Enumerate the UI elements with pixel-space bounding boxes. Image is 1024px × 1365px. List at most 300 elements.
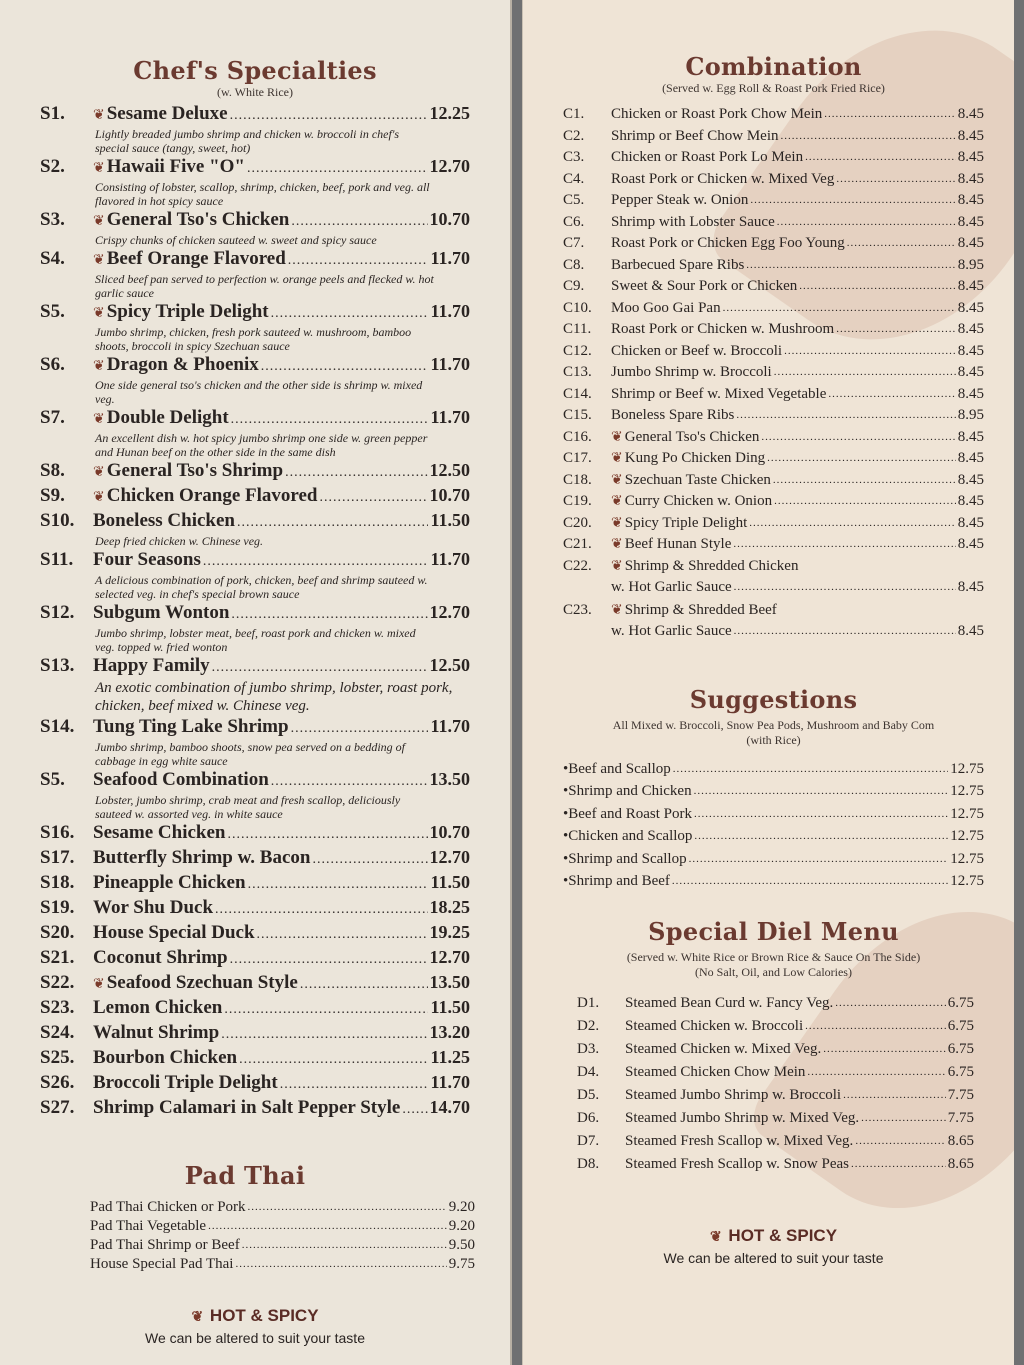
combination-item xyxy=(563,448,984,470)
combination-item xyxy=(563,276,984,298)
item-price: 8.45 xyxy=(957,471,984,488)
item-name: Pad Thai Chicken or Pork xyxy=(90,1199,246,1215)
item-name-wrap xyxy=(611,341,782,363)
item-price: 6.75 xyxy=(947,1040,974,1057)
dot-leader xyxy=(823,1038,946,1061)
pepper-icon: ❦ xyxy=(93,253,105,268)
dot-leader xyxy=(248,1198,447,1217)
item-name: Roast Pork or Chicken w. Mixed Veg xyxy=(611,170,835,187)
item-price: 12.75 xyxy=(950,873,984,889)
item-description: Consisting of lobster, scallop, shrimp, chicken, beef, pork and veg. all flavored in hot spicy sauce xyxy=(95,180,430,208)
dot-leader xyxy=(261,356,429,378)
item-name-continued: w. Hot Garlic Sauce xyxy=(611,579,732,595)
menu-item xyxy=(40,871,470,896)
item-name-wrap xyxy=(611,600,777,622)
dot-leader xyxy=(300,974,428,996)
item-name: Steamed Jumbo Shrimp w. Mixed Veg. xyxy=(625,1109,860,1126)
item-name-wrap xyxy=(611,556,798,578)
pepper-icon: ❦ xyxy=(93,214,105,229)
item-code: D3. xyxy=(577,1040,600,1057)
item-name: Double Delight xyxy=(106,407,229,428)
dot-leader xyxy=(288,250,429,272)
chefs-specialties-title: Chef's Specialties xyxy=(133,56,377,85)
suggestion-item xyxy=(563,780,984,803)
item-code: C18. xyxy=(563,471,592,488)
item-name: Shrimp with Lobster Sauce xyxy=(611,213,775,230)
dot-leader xyxy=(291,211,427,233)
item-name: Seafood Szechuan Style xyxy=(106,972,298,993)
menu-item-row xyxy=(40,1046,470,1071)
item-code: C11. xyxy=(563,321,592,337)
item-price: 8.45 xyxy=(957,514,984,531)
item-name: Seafood Combination xyxy=(93,769,269,790)
item-code: C10. xyxy=(563,299,592,316)
item-name: Boneless Spare Ribs xyxy=(611,407,735,423)
item-price: 8.45 xyxy=(957,149,984,165)
item-name-wrap xyxy=(611,255,744,277)
item-code: C1. xyxy=(563,106,585,122)
item-name: Roast Pork or Chicken w. Mushroom xyxy=(611,321,835,337)
item-name: Beef and Scallop xyxy=(568,760,671,777)
menu-item-row xyxy=(40,509,470,534)
dot-leader xyxy=(208,1217,447,1236)
item-name: Chicken Orange Flavored xyxy=(106,485,318,506)
combination-item xyxy=(563,233,984,255)
item-name: Steamed Chicken w. Mixed Veg. xyxy=(625,1040,822,1057)
combination-item xyxy=(563,190,984,212)
combination-item xyxy=(563,384,984,406)
item-price: 18.25 xyxy=(429,897,470,917)
item-code: S16. xyxy=(40,822,75,843)
menu-item xyxy=(40,896,470,921)
item-code: S21. xyxy=(40,947,75,968)
item-name: Four Seasons xyxy=(93,549,201,570)
item-code: C17. xyxy=(563,450,592,466)
combination-item xyxy=(563,470,984,492)
item-price: 11.70 xyxy=(430,549,470,569)
item-description: An exotic combination of jumbo shrimp, lobster, roast pork, chicken, beef mixed w. Chinese veg. xyxy=(95,680,453,714)
item-price: 8.45 xyxy=(957,278,984,294)
dot-leader xyxy=(694,803,948,826)
menu-item-row xyxy=(40,155,470,180)
item-price: 6.75 xyxy=(947,1017,974,1034)
dot-leader xyxy=(242,1236,447,1255)
item-price: 8.65 xyxy=(947,1155,974,1172)
dot-leader xyxy=(733,534,955,556)
item-name: Steamed Bean Curd w. Fancy Veg. xyxy=(625,994,834,1011)
dot-leader xyxy=(230,105,428,127)
menu-item-row xyxy=(40,353,470,378)
menu-item xyxy=(40,484,470,509)
item-price: 10.70 xyxy=(429,209,470,229)
pepper-icon: ❦ xyxy=(709,1227,722,1244)
item-name: Lemon Chicken xyxy=(93,997,223,1018)
dot-leader xyxy=(843,1084,946,1107)
bullet-icon: • xyxy=(563,805,569,822)
item-code: C20. xyxy=(563,514,592,531)
dot-leader xyxy=(231,409,429,431)
diet-item xyxy=(577,1153,974,1176)
pepper-icon: ❦ xyxy=(93,108,105,123)
combination-item xyxy=(563,491,984,513)
item-code: C8. xyxy=(563,256,585,273)
item-name: Shrimp & Shredded Chicken xyxy=(624,557,799,574)
item-price: 8.45 xyxy=(957,106,984,122)
item-price: 12.25 xyxy=(429,103,470,123)
item-price: 11.50 xyxy=(430,510,470,530)
dot-leader xyxy=(828,384,955,406)
special-diet-subtitle-2: (No Salt, Oil, and Low Calories) xyxy=(695,964,852,979)
item-code: S18. xyxy=(40,872,75,893)
item-name: Wor Shu Duck xyxy=(93,897,214,918)
chefs-specialties-list xyxy=(40,102,470,1121)
item-price: 8.45 xyxy=(957,321,984,337)
item-name: Spicy Triple Delight xyxy=(106,301,269,322)
dot-leader xyxy=(271,303,429,325)
item-price: 11.70 xyxy=(430,354,470,374)
combination-item-continued xyxy=(563,577,984,599)
dot-leader xyxy=(807,1061,945,1084)
item-price: 12.70 xyxy=(429,847,470,867)
bullet-icon: • xyxy=(563,760,569,777)
combination-item xyxy=(563,405,984,427)
menu-item xyxy=(40,155,470,208)
dot-leader xyxy=(673,758,949,781)
dot-leader xyxy=(774,362,956,384)
menu-item-row xyxy=(40,821,470,846)
combination-item xyxy=(563,104,984,126)
pepper-icon: ❦ xyxy=(611,558,623,574)
item-code: D6. xyxy=(577,1109,600,1126)
item-name-wrap xyxy=(611,276,797,298)
combination-subtitle: (Served w. Egg Roll & Roast Pork Fried Rice) xyxy=(662,81,885,95)
chefs-specialties-subtitle: (w. White Rice) xyxy=(217,85,293,99)
item-code: S24. xyxy=(40,1022,75,1043)
dot-leader xyxy=(285,462,427,484)
suggestion-item xyxy=(563,803,984,826)
item-name: Beef Orange Flavored xyxy=(106,248,286,269)
item-price: 9.50 xyxy=(448,1237,475,1253)
item-price: 11.70 xyxy=(430,301,470,321)
pepper-icon: ❦ xyxy=(611,515,623,531)
menu-item-row xyxy=(40,548,470,573)
item-code: C6. xyxy=(563,213,585,230)
item-price: 8.45 xyxy=(957,235,984,251)
item-name-wrap xyxy=(611,513,747,535)
item-code: S13. xyxy=(40,655,75,676)
dot-leader xyxy=(773,470,956,492)
pepper-icon: ❦ xyxy=(93,977,105,992)
dot-leader xyxy=(224,999,428,1021)
item-price: 8.45 xyxy=(957,450,984,466)
menu-item xyxy=(40,654,470,715)
menu-item xyxy=(40,946,470,971)
dot-leader xyxy=(861,1107,946,1130)
item-name: General Tso's Chicken xyxy=(624,428,760,445)
item-price: 12.50 xyxy=(429,460,470,480)
combination-item xyxy=(563,427,984,449)
dot-leader xyxy=(734,621,956,643)
item-price: 8.95 xyxy=(957,407,984,423)
diet-item xyxy=(577,1015,974,1038)
menu-item xyxy=(40,548,470,601)
item-name-continued: w. Hot Garlic Sauce xyxy=(611,623,732,639)
item-price: 6.75 xyxy=(947,994,974,1011)
combination-item-continued xyxy=(563,621,984,643)
item-price: 8.45 xyxy=(957,493,984,509)
item-code: S25. xyxy=(40,1047,75,1068)
suggestion-item xyxy=(563,825,984,848)
dot-leader xyxy=(835,992,945,1015)
item-code: D8. xyxy=(577,1155,600,1172)
menu-item-row xyxy=(40,459,470,484)
item-name: Happy Family xyxy=(93,655,210,676)
item-code: S26. xyxy=(40,1072,75,1093)
item-name: Chicken and Scallop xyxy=(568,828,693,844)
item-description: Lobster, jumbo shrimp, crab meat and fresh scallop, deliciously sauteed w. assorted veg. in white sauce xyxy=(95,793,401,821)
dot-leader xyxy=(291,718,429,740)
menu-item-row xyxy=(40,715,470,740)
menu-item-row xyxy=(40,1096,470,1121)
item-code: C5. xyxy=(563,192,585,208)
combination-item xyxy=(563,212,984,234)
item-price: 12.70 xyxy=(429,947,470,967)
item-name: Chicken or Beef w. Broccoli xyxy=(611,342,783,359)
combination-item xyxy=(563,341,984,363)
item-name-wrap xyxy=(611,405,734,427)
item-code: C12. xyxy=(563,342,592,359)
item-name: Spicy Triple Delight xyxy=(624,514,748,531)
item-name: Hawaii Five "O" xyxy=(106,156,245,177)
item-name: Coconut Shrimp xyxy=(93,947,228,968)
dot-leader xyxy=(235,1255,446,1274)
menu-item xyxy=(40,996,470,1021)
item-price: 13.50 xyxy=(429,972,470,992)
dot-leader xyxy=(237,512,428,534)
item-name: Shrimp or Beef w. Mixed Vegetable xyxy=(611,385,827,402)
item-price: 8.65 xyxy=(947,1132,974,1149)
item-name: Pepper Steak w. Onion xyxy=(611,192,749,208)
item-code: S3. xyxy=(40,209,65,230)
menu-item xyxy=(40,102,470,155)
dot-leader xyxy=(672,870,948,893)
item-description: Jumbo shrimp, bamboo shoots, snow pea served on a bedding of cabbage in egg white sauce xyxy=(95,740,405,768)
combination-item xyxy=(563,600,984,622)
diet-item xyxy=(577,1130,974,1153)
item-name: Beef and Roast Pork xyxy=(568,805,692,822)
item-price: 10.70 xyxy=(429,485,470,505)
menu-item xyxy=(40,1046,470,1071)
dot-leader xyxy=(689,848,949,871)
menu-item xyxy=(40,459,470,484)
item-name: Butterfly Shrimp w. Bacon xyxy=(93,847,311,868)
menu-item-row xyxy=(40,102,470,127)
item-code: S7. xyxy=(40,407,65,428)
bullet-icon: • xyxy=(563,873,569,889)
item-name: Shrimp and Scallop xyxy=(568,850,687,867)
combination-item xyxy=(563,534,984,556)
item-name: House Special Duck xyxy=(93,922,255,943)
item-name-wrap xyxy=(611,427,759,449)
dot-leader xyxy=(805,1015,946,1038)
menu-item-row xyxy=(40,846,470,871)
diet-item xyxy=(577,1061,974,1084)
item-name-wrap xyxy=(611,126,778,148)
item-name-wrap xyxy=(611,384,826,406)
menu-item xyxy=(40,300,470,353)
left-footer xyxy=(40,1306,470,1346)
pad-thai-item xyxy=(90,1198,475,1217)
combination-item xyxy=(563,362,984,384)
item-code: S1. xyxy=(40,103,65,124)
item-description: Sliced beef pan served to perfection w. orange peels and flecked w. hot garlic sauce xyxy=(95,272,434,300)
menu-item xyxy=(40,247,470,300)
item-price: 13.50 xyxy=(429,769,470,789)
combination-item xyxy=(563,556,984,578)
item-code: S5. xyxy=(40,769,65,790)
pepper-icon: ❦ xyxy=(611,451,623,466)
diet-item xyxy=(577,1084,974,1107)
item-price: 8.45 xyxy=(957,385,984,402)
bullet-icon: • xyxy=(563,783,569,799)
item-name-wrap xyxy=(611,190,748,212)
item-code: S20. xyxy=(40,922,75,943)
item-code: S19. xyxy=(40,897,75,918)
item-name-wrap xyxy=(611,362,772,384)
dot-leader xyxy=(777,212,956,234)
menu-item xyxy=(40,768,470,821)
item-name-wrap xyxy=(611,534,731,556)
item-name-wrap xyxy=(611,448,765,470)
menu-item xyxy=(40,1071,470,1096)
item-code: C4. xyxy=(563,170,585,187)
item-name: Jumbo Shrimp w. Broccoli xyxy=(611,364,772,380)
pad-thai-item xyxy=(90,1255,475,1274)
menu-item-row xyxy=(40,654,470,679)
item-name: Boneless Chicken xyxy=(93,510,235,531)
dot-leader xyxy=(847,233,956,255)
item-name: Shrimp Calamari in Salt Pepper Style xyxy=(93,1097,401,1118)
item-name-wrap xyxy=(611,491,772,513)
item-code: S9. xyxy=(40,485,65,506)
item-name-wrap xyxy=(611,298,721,320)
item-name-wrap xyxy=(611,233,845,255)
item-code: C23. xyxy=(563,601,592,618)
item-price: 12.75 xyxy=(950,850,984,867)
dot-leader xyxy=(203,551,429,573)
dot-leader xyxy=(694,780,949,803)
menu-item-row xyxy=(40,1021,470,1046)
menu-item-row xyxy=(40,996,470,1021)
dot-leader xyxy=(248,874,429,896)
dot-leader xyxy=(212,657,428,679)
item-code: C16. xyxy=(563,428,592,445)
dot-leader xyxy=(271,771,428,793)
item-price: 8.45 xyxy=(957,299,984,316)
pepper-icon: ❦ xyxy=(93,465,105,480)
item-name: Szechuan Taste Chicken xyxy=(624,471,771,488)
item-code: C21. xyxy=(563,536,592,552)
item-price: 11.70 xyxy=(430,248,470,268)
item-price: 12.50 xyxy=(429,655,470,675)
item-code: S6. xyxy=(40,354,65,375)
diet-item xyxy=(577,992,974,1015)
item-price: 12.75 xyxy=(950,828,984,844)
pad-thai-title: Pad Thai xyxy=(184,1161,306,1190)
item-price: 9.75 xyxy=(448,1256,475,1272)
item-price: 11.50 xyxy=(430,872,470,892)
menu-item-row xyxy=(40,300,470,325)
item-code: C13. xyxy=(563,364,592,380)
hot-spicy-label: HOT & SPICY xyxy=(728,1225,838,1245)
pepper-icon: ❦ xyxy=(93,161,105,176)
item-code: S12. xyxy=(40,602,75,623)
item-price: 11.70 xyxy=(430,1072,470,1092)
item-description: Crispy chunks of chicken sauteed w. sweet and spicy sauce xyxy=(95,233,377,247)
dot-leader xyxy=(320,487,428,509)
special-diet-subtitle: (Served w. White Rice or Brown Rice & Sauce On The Side) xyxy=(626,949,921,964)
item-code: S11. xyxy=(40,549,74,570)
item-name-wrap xyxy=(611,104,822,126)
menu-item-row xyxy=(40,406,470,431)
pad-thai-list xyxy=(40,1198,475,1274)
item-code: C19. xyxy=(563,493,592,509)
item-price: 12.75 xyxy=(950,805,984,822)
item-name: Tung Ting Lake Shrimp xyxy=(93,716,289,737)
menu-item xyxy=(40,821,470,846)
dot-leader xyxy=(257,924,428,946)
item-code: S5. xyxy=(40,301,65,322)
item-code: C9. xyxy=(563,278,585,294)
bullet-icon: • xyxy=(563,828,569,844)
dot-leader xyxy=(799,276,956,298)
item-name: Pineapple Chicken xyxy=(93,872,246,893)
dot-leader xyxy=(230,949,428,971)
menu-item-row xyxy=(40,871,470,896)
suggestion-item xyxy=(563,870,984,893)
pepper-icon: ❦ xyxy=(93,412,105,427)
item-price: 12.75 xyxy=(950,760,984,777)
dot-leader xyxy=(746,255,955,277)
alter-note: We can be altered to suit your taste xyxy=(145,1330,365,1346)
item-name: House Special Pad Thai xyxy=(90,1256,234,1272)
item-name: Shrimp and Beef xyxy=(568,873,670,889)
right-menu-page xyxy=(522,0,1014,1365)
menu-item-row xyxy=(40,601,470,626)
menu-item-row xyxy=(40,1071,470,1096)
combination-item xyxy=(563,513,984,535)
item-code: C2. xyxy=(563,127,585,144)
item-name: Chicken or Roast Pork Lo Mein xyxy=(611,149,804,165)
menu-item-row xyxy=(40,971,470,996)
item-name: Steamed Chicken w. Broccoli xyxy=(625,1017,804,1034)
menu-item xyxy=(40,715,470,768)
menu-item xyxy=(40,846,470,871)
item-name: Steamed Fresh Scallop w. Snow Peas xyxy=(625,1155,850,1172)
item-name: Beef Hunan Style xyxy=(624,536,732,552)
menu-item xyxy=(40,406,470,459)
menu-item-row xyxy=(40,768,470,793)
menu-item xyxy=(40,1096,470,1121)
item-price: 11.70 xyxy=(430,716,470,736)
combination-item xyxy=(563,126,984,148)
pepper-icon: ❦ xyxy=(191,1308,204,1324)
combination-item xyxy=(563,147,984,169)
special-diet-list xyxy=(563,992,984,1176)
item-name: Shrimp & Shredded Beef xyxy=(624,601,777,618)
pepper-icon: ❦ xyxy=(611,472,623,488)
item-code: D2. xyxy=(577,1017,600,1034)
